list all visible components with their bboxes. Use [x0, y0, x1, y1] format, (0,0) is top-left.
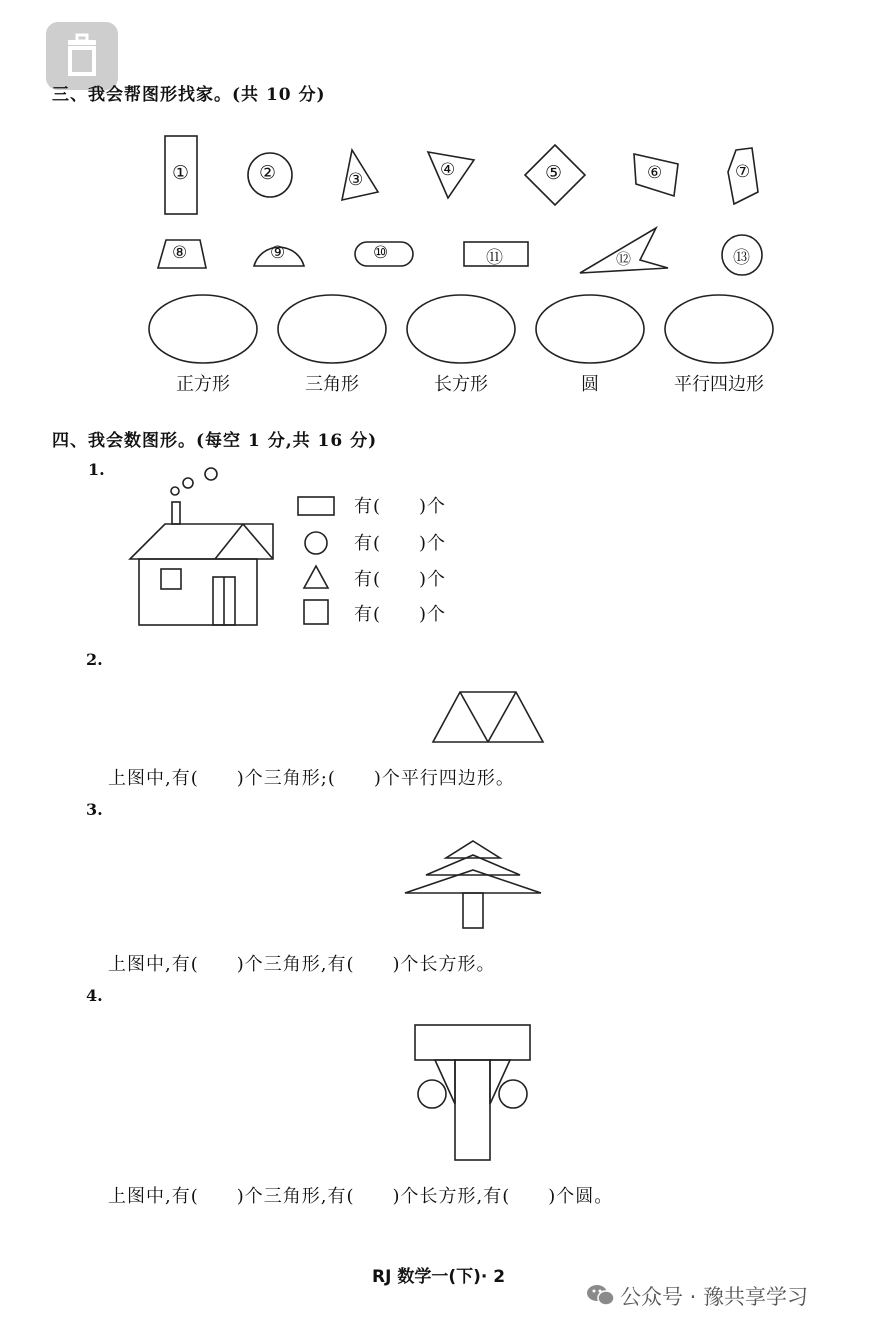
shape-label: ⑫	[616, 250, 632, 268]
shape-label: ②	[259, 162, 277, 184]
shape-label: ⑩	[373, 243, 389, 263]
page-footer: RJ 数学一(下)· 2	[372, 1267, 506, 1287]
question-3-number: 3.	[86, 800, 103, 819]
question-1-number: 1.	[88, 460, 105, 479]
oval-square-home	[149, 295, 257, 363]
category-label-rectangle: 长方形	[434, 374, 488, 395]
oval-parallelogram-home	[665, 295, 773, 363]
shape-label: ①	[172, 162, 190, 184]
shape-label: ⑪	[486, 248, 503, 268]
oval-rectangle-home	[407, 295, 515, 363]
question-4-sentence: 上图中,有( )个三角形,有( )个长方形,有( )个圆。	[108, 1186, 614, 1207]
category-ovals	[0, 292, 872, 372]
oval-circle-home	[536, 295, 644, 363]
oval-triangle-home	[278, 295, 386, 363]
shape-label: ⑨	[270, 243, 286, 263]
square-icon	[296, 598, 336, 628]
section4-title: 四、我会数图形。(每空 1 分,共 16 分)	[52, 431, 378, 451]
category-label-circle: 圆	[581, 374, 599, 395]
question-2-number: 2.	[86, 650, 103, 669]
shape-label: ⑦	[735, 162, 751, 182]
wechat-icon	[586, 1282, 616, 1308]
q1-circle-count: 有( )个	[354, 533, 447, 554]
q1-triangle-count: 有( )个	[354, 569, 447, 590]
category-label-square: 正方形	[176, 374, 230, 395]
triangle-icon	[296, 563, 336, 593]
shape-label: ⑬	[733, 248, 750, 268]
shape-label: ③	[348, 170, 364, 190]
question-2-sentence: 上图中,有( )个三角形;( )个平行四边形。	[108, 768, 515, 789]
tree-figure	[400, 838, 550, 933]
category-label-triangle: 三角形	[305, 374, 359, 395]
shape-label: ⑤	[545, 162, 563, 184]
shape-label: ⑥	[647, 163, 663, 183]
shape-label: ⑧	[172, 243, 188, 263]
category-label-parallelogram: 平行四边形	[674, 374, 764, 395]
circle-icon	[296, 528, 336, 558]
watermark-text: 公众号 · 豫共享学习	[620, 1285, 809, 1309]
q1-rectangle-count: 有( )个	[354, 496, 447, 517]
q1-square-count: 有( )个	[354, 604, 447, 625]
question-3-sentence: 上图中,有( )个三角形,有( )个长方形。	[108, 954, 496, 975]
shape-label: ④	[440, 160, 456, 180]
section3-title: 三、我会帮图形找家。(共 10 分)	[52, 85, 326, 105]
rectangle-icon	[296, 491, 336, 521]
question-4-number: 4.	[86, 986, 103, 1005]
house-figure	[125, 462, 285, 632]
triangles-figure	[430, 690, 550, 746]
pillar-figure	[410, 1022, 540, 1167]
